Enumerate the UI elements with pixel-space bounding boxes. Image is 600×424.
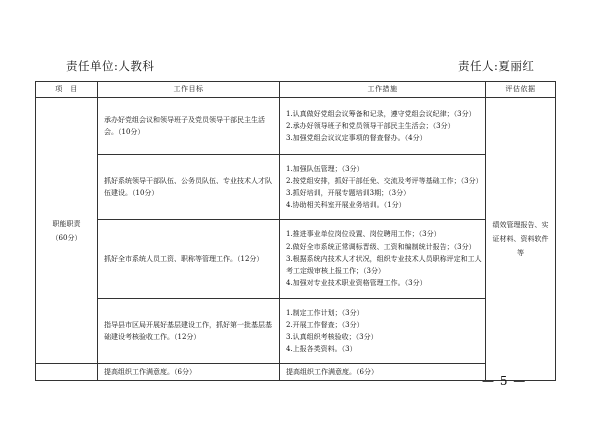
goal-cell: 抓好系统领导干部队伍、公务员队伍、专业技术人才队伍建设。（10分） bbox=[98, 155, 280, 220]
table-row bbox=[36, 98, 556, 155]
responsible-unit: 责任单位:人教科 bbox=[66, 59, 155, 73]
measure-item: 提高组织工作满意度。（6分） bbox=[286, 367, 378, 376]
measures-cell bbox=[280, 299, 486, 364]
goal-cell: 提高组织工作满意度。（6分） bbox=[98, 364, 280, 381]
table-row bbox=[36, 299, 556, 364]
measure-item: 3.抓好培训，开展专题培训3期；（3分） bbox=[286, 189, 411, 197]
evaluation-basis-cell: 绩效管理报告、实证材料、资料软件等 bbox=[486, 98, 556, 381]
measure-item: 1.推进事业单位岗位设置、岗位聘用工作；（3分） bbox=[286, 230, 441, 239]
goal-cell: 抓好全市系统人员工资、职称等管理工作。（12分） bbox=[98, 220, 280, 299]
measure-item: 2.按党组安排，抓好干部任免、交流及考评等基础工作；（3分） bbox=[286, 176, 483, 185]
goal-cell: 指导县市区局开展好基层建设工作，抓好第一批基层基础建设考核验收工作。（12分） bbox=[98, 299, 280, 364]
measures-cell bbox=[280, 364, 486, 381]
header-measures: 工作措施 bbox=[280, 82, 486, 98]
measures-cell bbox=[280, 155, 486, 220]
measure-item: 2.承办好领导班子和党员领导干部民主生活会；（3分） bbox=[286, 121, 455, 130]
goal-cell: 承办好党组会议和领导班子及党员领导干部民主生活会。（10分） bbox=[98, 98, 280, 155]
measure-item: 4.上报各类资料。（3） bbox=[286, 345, 357, 354]
category-score: （60分） bbox=[51, 233, 82, 242]
measure-item: 3.根据系统内技术人才状况，组织专业技术人员职称评定和工人 bbox=[286, 254, 482, 263]
table-header-row bbox=[36, 82, 556, 98]
measure-item: 考工定级审核上报工作；（3分） bbox=[286, 267, 385, 276]
category-name: 职能职责 bbox=[52, 219, 81, 228]
work-target-table bbox=[35, 81, 556, 381]
table-row bbox=[36, 364, 556, 381]
header-item: 项 目 bbox=[36, 82, 98, 98]
page-number: — 5 — bbox=[482, 374, 527, 388]
header-basis: 评估依据 bbox=[486, 82, 556, 98]
measure-item: 1.加强队伍管理；（3分） bbox=[286, 164, 364, 173]
measure-item: 2.做好全市系统正常调标晋级、工资和编制统计报告；（3分） bbox=[286, 242, 476, 251]
measure-item: 3.认真组织考核验收；（3分） bbox=[286, 333, 378, 341]
measure-item: 4.加强对专业技术职业资格管理工作。（3分） bbox=[286, 279, 427, 288]
category-cell-empty bbox=[36, 364, 98, 381]
measure-item: 3.加强党组会议议定事项的督查督办。（4分） bbox=[286, 134, 427, 143]
responsible-person: 责任人:夏丽红 bbox=[458, 59, 535, 73]
measure-item: 4.协助相关科室开展业务培训。（1分） bbox=[286, 201, 406, 210]
measure-item: 1.制定工作计划；（3分） bbox=[286, 308, 364, 317]
header-goal: 工作目标 bbox=[98, 82, 280, 98]
measures-cell bbox=[280, 98, 486, 155]
category-cell bbox=[36, 98, 98, 364]
measure-item: 2.开展工作督查；（3分） bbox=[286, 320, 364, 329]
table-row bbox=[36, 155, 556, 220]
table-row bbox=[36, 220, 556, 299]
measure-item: 1.认真做好党组会议筹备和记录，遵守党组会议纪律；（3分） bbox=[286, 109, 476, 118]
measures-cell bbox=[280, 220, 486, 299]
